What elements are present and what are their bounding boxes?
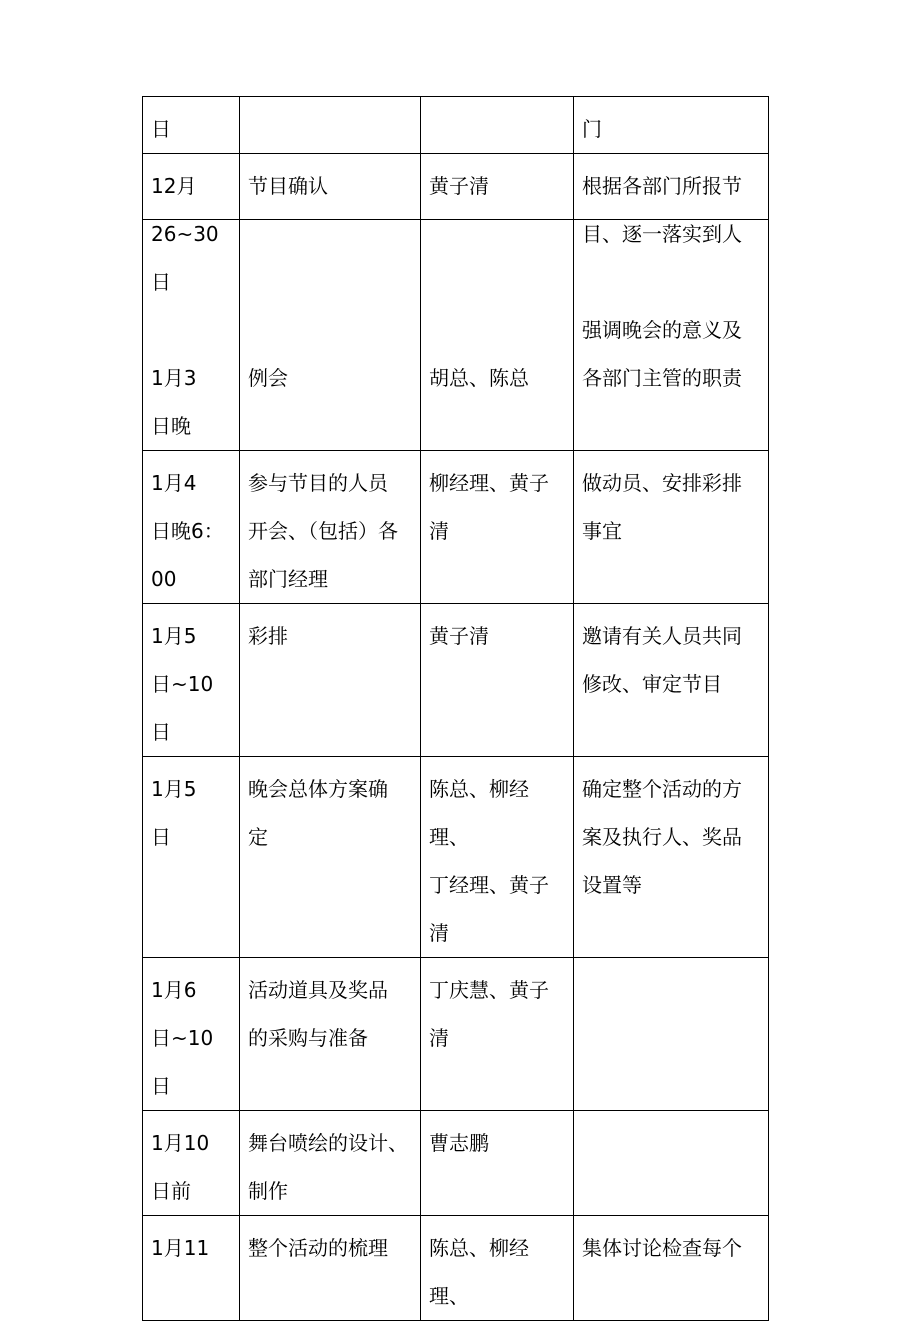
table-row [143, 1111, 769, 1216]
table-overlap-line [142, 219, 768, 220]
task-cell [240, 97, 421, 154]
date-cell: 1月5 日 [143, 757, 240, 958]
note-cell [574, 958, 769, 1111]
table-row [143, 1216, 769, 1321]
table-row [143, 154, 769, 451]
task-cell: 节目确认 例会 [240, 154, 421, 451]
note-cell [574, 1111, 769, 1216]
table-row [143, 958, 769, 1111]
task-cell: 晚会总体方案确 定 [240, 757, 421, 958]
person-cell: 曹志鹏 [421, 1111, 574, 1216]
date-cell: 1月10 日前 [143, 1111, 240, 1216]
date-cell: 12月 26~30 日 1月3 日晚 [143, 154, 240, 451]
person-cell: 陈总、柳经理、 丁经理、黄子 清 [421, 757, 574, 958]
person-cell: 黄子清 [421, 604, 574, 757]
date-cell: 1月4 日晚6： 00 [143, 451, 240, 604]
date-cell: 1月11 [143, 1216, 240, 1321]
note-cell: 确定整个活动的方 案及执行人、奖品 设置等 [574, 757, 769, 958]
table-row [143, 757, 769, 958]
person-cell: 陈总、柳经理、 [421, 1216, 574, 1321]
task-cell: 舞台喷绘的设计、 制作 [240, 1111, 421, 1216]
note-cell: 做动员、安排彩排 事宜 [574, 451, 769, 604]
date-cell: 1月6 日~10 日 [143, 958, 240, 1111]
table-row [143, 604, 769, 757]
task-cell: 参与节目的人员 开会、（包括）各 部门经理 [240, 451, 421, 604]
person-cell: 柳经理、黄子 清 [421, 451, 574, 604]
table-row [143, 97, 769, 154]
note-cell: 门 [574, 97, 769, 154]
date-cell: 1月5 日~10 日 [143, 604, 240, 757]
schedule-table [142, 96, 769, 1321]
note-cell: 根据各部门所报节 目、逐一落实到人 强调晚会的意义及 各部门主管的职责 [574, 154, 769, 451]
date-cell: 日 [143, 97, 240, 154]
task-cell: 整个活动的梳理 [240, 1216, 421, 1321]
person-cell: 黄子清 胡总、陈总 [421, 154, 574, 451]
task-cell: 活动道具及奖品 的采购与准备 [240, 958, 421, 1111]
note-cell: 集体讨论检查每个 [574, 1216, 769, 1321]
task-cell: 彩排 [240, 604, 421, 757]
person-cell: 丁庆慧、黄子 清 [421, 958, 574, 1111]
note-cell: 邀请有关人员共同 修改、审定节目 [574, 604, 769, 757]
table-row [143, 451, 769, 604]
person-cell [421, 97, 574, 154]
